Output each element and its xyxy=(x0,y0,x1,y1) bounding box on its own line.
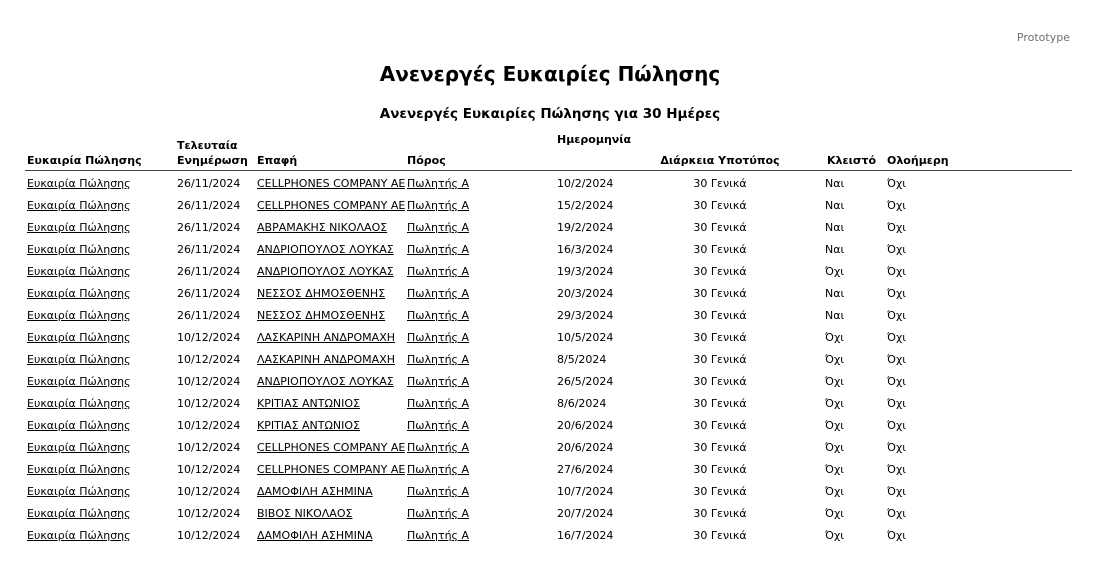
cell-last-update: 26/11/2024 xyxy=(177,265,241,278)
cell-date: 26/5/2024 xyxy=(557,375,614,388)
cell-closed: Ναι xyxy=(825,243,845,256)
cell-last-update: 26/11/2024 xyxy=(177,243,241,256)
cell-resource xyxy=(405,283,555,305)
resource-link[interactable]: Πωλητής Α xyxy=(407,353,470,366)
cell-resource xyxy=(405,459,555,481)
opportunity-link[interactable]: Ευκαιρία Πώλησης xyxy=(27,375,131,388)
cell-duration-subtype: 30 Γενικά xyxy=(693,331,747,344)
contact-link[interactable]: ΒΙΒΟΣ ΝΙΚΟΛΑΟΣ xyxy=(257,507,353,520)
resource-link[interactable]: Πωλητής Α xyxy=(407,309,470,322)
column-header-opportunity: Ευκαιρία Πώλησης xyxy=(27,154,142,167)
cell-contact xyxy=(255,349,405,371)
column-header-last-update xyxy=(175,130,255,171)
contact-link[interactable]: CELLPHONES COMPANY AE xyxy=(257,199,405,212)
cell-duration-subtype: 30 Γενικά xyxy=(693,287,747,300)
cell-date: 8/5/2024 xyxy=(557,353,607,366)
cell-contact xyxy=(255,327,405,349)
cell-duration-subtype: 30 Γενικά xyxy=(693,397,747,410)
cell-closed: Όχι xyxy=(825,419,845,432)
table-row xyxy=(25,239,1072,261)
cell-resource xyxy=(405,305,555,327)
cell-contact xyxy=(255,217,405,239)
cell-all-day: Όχι xyxy=(887,177,907,190)
column-header-resource: Πόρος xyxy=(407,154,446,167)
cell-last-update: 26/11/2024 xyxy=(177,199,241,212)
cell-date: 29/3/2024 xyxy=(557,309,614,322)
cell-contact xyxy=(255,195,405,217)
header-row xyxy=(25,130,1072,171)
opportunity-link[interactable]: Ευκαιρία Πώλησης xyxy=(27,419,131,432)
contact-link[interactable]: ΝΕΣΣΟΣ ΔΗΜΟΣΘΕΝΗΣ xyxy=(257,309,386,322)
cell-duration-subtype: 30 Γενικά xyxy=(693,419,747,432)
cell-closed: Ναι xyxy=(825,221,845,234)
opportunity-link[interactable]: Ευκαιρία Πώλησης xyxy=(27,507,131,520)
resource-link[interactable]: Πωλητής Α xyxy=(407,243,470,256)
cell-date: 20/7/2024 xyxy=(557,507,614,520)
contact-link[interactable]: ΑΝΔΡΙΟΠΟΥΛΟΣ ΛΟΥΚΑΣ xyxy=(257,375,394,388)
cell-duration-subtype: 30 Γενικά xyxy=(693,375,747,388)
resource-link[interactable]: Πωλητής Α xyxy=(407,221,470,234)
cell-all-day: Όχι xyxy=(887,441,907,454)
cell-resource xyxy=(405,481,555,503)
cell-contact xyxy=(255,503,405,525)
cell-all-day: Όχι xyxy=(887,485,907,498)
cell-closed: Ναι xyxy=(825,177,845,190)
resource-link[interactable]: Πωλητής Α xyxy=(407,199,470,212)
cell-duration-subtype: 30 Γενικά xyxy=(693,507,747,520)
cell-resource xyxy=(405,371,555,393)
column-header-last-update-line1: Τελευταία xyxy=(177,139,238,152)
cell-opportunity xyxy=(25,371,175,393)
column-header-all-day: Ολοήμερη xyxy=(887,154,949,167)
cell-contact xyxy=(255,305,405,327)
cell-opportunity xyxy=(25,261,175,283)
cell-contact xyxy=(255,481,405,503)
cell-all-day: Όχι xyxy=(887,529,907,542)
cell-last-update: 10/12/2024 xyxy=(177,397,241,410)
opportunity-link[interactable]: Ευκαιρία Πώλησης xyxy=(27,529,131,542)
cell-contact xyxy=(255,437,405,459)
opportunity-link[interactable]: Ευκαιρία Πώλησης xyxy=(27,485,131,498)
report-subtitle: Ανενεργές Ευκαιρίες Πώλησης για 30 Ημέρες xyxy=(379,106,721,122)
cell-opportunity xyxy=(25,503,175,525)
opportunity-link[interactable]: Ευκαιρία Πώλησης xyxy=(27,287,131,300)
resource-link[interactable]: Πωλητής Α xyxy=(407,265,470,278)
cell-date: 10/5/2024 xyxy=(557,331,614,344)
cell-duration-subtype: 30 Γενικά xyxy=(693,265,747,278)
opportunity-link[interactable]: Ευκαιρία Πώλησης xyxy=(27,353,131,366)
resource-link[interactable]: Πωλητής Α xyxy=(407,397,470,410)
resource-link[interactable]: Πωλητής Α xyxy=(407,441,470,454)
cell-date: 16/3/2024 xyxy=(557,243,614,256)
cell-opportunity xyxy=(25,437,175,459)
column-header-closed: Κλειστό xyxy=(827,154,877,167)
cell-contact xyxy=(255,239,405,261)
resource-link[interactable]: Πωλητής Α xyxy=(407,463,470,476)
cell-date: 20/6/2024 xyxy=(557,419,614,432)
cell-all-day: Όχι xyxy=(887,353,907,366)
cell-duration-subtype: 30 Γενικά xyxy=(693,221,747,234)
cell-opportunity xyxy=(25,481,175,503)
column-header-last-update-line2: Ενημέρωση xyxy=(177,154,248,167)
cell-closed: Ναι xyxy=(825,199,845,212)
table-row xyxy=(25,305,1072,327)
cell-resource xyxy=(405,437,555,459)
table-row xyxy=(25,283,1072,305)
cell-resource xyxy=(405,217,555,239)
opportunity-link[interactable]: Ευκαιρία Πώλησης xyxy=(27,331,131,344)
cell-closed: Όχι xyxy=(825,485,845,498)
cell-last-update: 10/12/2024 xyxy=(177,507,241,520)
cell-resource xyxy=(405,415,555,437)
cell-last-update: 26/11/2024 xyxy=(177,287,241,300)
opportunity-link[interactable]: Ευκαιρία Πώλησης xyxy=(27,463,131,476)
opportunity-link[interactable]: Ευκαιρία Πώλησης xyxy=(27,309,131,322)
resource-link[interactable]: Πωλητής Α xyxy=(407,331,470,344)
cell-duration-subtype: 30 Γενικά xyxy=(693,177,747,190)
cell-duration-subtype: 30 Γενικά xyxy=(693,441,747,454)
cell-date: 15/2/2024 xyxy=(557,199,614,212)
table-row xyxy=(25,459,1072,481)
cell-resource xyxy=(405,525,555,547)
cell-date: 20/6/2024 xyxy=(557,441,614,454)
cell-date: 16/7/2024 xyxy=(557,529,614,542)
contact-link[interactable]: ΑΝΔΡΙΟΠΟΥΛΟΣ ΛΟΥΚΑΣ xyxy=(257,265,394,278)
cell-opportunity xyxy=(25,239,175,261)
cell-date: 19/2/2024 xyxy=(557,221,614,234)
cell-opportunity xyxy=(25,171,175,196)
resource-link[interactable]: Πωλητής Α xyxy=(407,507,470,520)
opportunity-link[interactable]: Ευκαιρία Πώλησης xyxy=(27,177,131,190)
cell-last-update: 10/12/2024 xyxy=(177,529,241,542)
cell-duration-subtype: 30 Γενικά xyxy=(693,199,747,212)
table-header xyxy=(25,130,1072,171)
cell-last-update: 10/12/2024 xyxy=(177,485,241,498)
cell-contact xyxy=(255,261,405,283)
cell-duration-subtype: 30 Γενικά xyxy=(693,309,747,322)
cell-opportunity xyxy=(25,305,175,327)
contact-link[interactable]: CELLPHONES COMPANY AE xyxy=(257,177,405,190)
cell-date: 19/3/2024 xyxy=(557,265,614,278)
resource-link[interactable]: Πωλητής Α xyxy=(407,287,470,300)
table-row xyxy=(25,525,1072,547)
cell-all-day: Όχι xyxy=(887,419,907,432)
cell-closed: Ναι xyxy=(825,309,845,322)
table-row xyxy=(25,195,1072,217)
contact-link[interactable]: ΝΕΣΣΟΣ ΔΗΜΟΣΘΕΝΗΣ xyxy=(257,287,386,300)
opportunity-link[interactable]: Ευκαιρία Πώλησης xyxy=(27,243,131,256)
resource-link[interactable]: Πωλητής Α xyxy=(407,177,470,190)
opportunity-link[interactable]: Ευκαιρία Πώλησης xyxy=(27,199,131,212)
cell-contact xyxy=(255,525,405,547)
cell-opportunity xyxy=(25,393,175,415)
cell-duration-subtype: 30 Γενικά xyxy=(693,485,747,498)
cell-all-day: Όχι xyxy=(887,199,907,212)
resource-link[interactable]: Πωλητής Α xyxy=(407,375,470,388)
cell-closed: Όχι xyxy=(825,441,845,454)
cell-resource xyxy=(405,261,555,283)
cell-resource xyxy=(405,327,555,349)
table-row xyxy=(25,217,1072,239)
table-row xyxy=(25,437,1072,459)
cell-duration-subtype: 30 Γενικά xyxy=(693,529,747,542)
cell-last-update: 10/12/2024 xyxy=(177,441,241,454)
cell-resource xyxy=(405,171,555,196)
contact-link[interactable]: ΔΑΜΟΦΙΛΗ ΑΣΗΜΙΝΑ xyxy=(257,485,373,498)
cell-closed: Όχι xyxy=(825,463,845,476)
cell-contact xyxy=(255,371,405,393)
cell-all-day: Όχι xyxy=(887,397,907,410)
cell-closed: Ναι xyxy=(825,287,845,300)
cell-last-update: 26/11/2024 xyxy=(177,309,241,322)
cell-date: 10/2/2024 xyxy=(557,177,614,190)
resource-link[interactable]: Πωλητής Α xyxy=(407,419,470,432)
column-header-duration-subtype: Διάρκεια Υποτύπος xyxy=(660,154,780,167)
contact-link[interactable]: ΑΒΡΑΜΑΚΗΣ ΝΙΚΟΛΑΟΣ xyxy=(257,221,388,234)
cell-all-day: Όχι xyxy=(887,463,907,476)
cell-all-day: Όχι xyxy=(887,243,907,256)
prototype-badge: Prototype xyxy=(1016,31,1070,44)
cell-resource xyxy=(405,503,555,525)
cell-contact xyxy=(255,459,405,481)
column-header-date: Ημερομηνία xyxy=(557,133,632,146)
table-body xyxy=(25,171,1072,548)
contact-link[interactable]: ΚΡΙΤΙΑΣ ΑΝΤΩΝΙΟΣ xyxy=(257,419,360,432)
contact-link[interactable]: CELLPHONES COMPANY AE xyxy=(257,463,405,476)
cell-opportunity xyxy=(25,459,175,481)
cell-last-update: 26/11/2024 xyxy=(177,177,241,190)
table-row xyxy=(25,503,1072,525)
cell-resource xyxy=(405,239,555,261)
cell-closed: Όχι xyxy=(825,529,845,542)
contact-link[interactable]: ΔΑΜΟΦΙΛΗ ΑΣΗΜΙΝΑ xyxy=(257,529,373,542)
cell-last-update: 10/12/2024 xyxy=(177,375,241,388)
cell-duration-subtype: 30 Γενικά xyxy=(693,353,747,366)
cell-closed: Όχι xyxy=(825,331,845,344)
cell-last-update: 10/12/2024 xyxy=(177,419,241,432)
cell-opportunity xyxy=(25,283,175,305)
cell-opportunity xyxy=(25,217,175,239)
cell-last-update: 26/11/2024 xyxy=(177,221,241,234)
cell-all-day: Όχι xyxy=(887,507,907,520)
resource-link[interactable]: Πωλητής Α xyxy=(407,485,470,498)
contact-link[interactable]: ΚΡΙΤΙΑΣ ΑΝΤΩΝΙΟΣ xyxy=(257,397,360,410)
cell-closed: Όχι xyxy=(825,353,845,366)
cell-closed: Όχι xyxy=(825,375,845,388)
cell-last-update: 10/12/2024 xyxy=(177,463,241,476)
table-row xyxy=(25,371,1072,393)
cell-resource xyxy=(405,393,555,415)
cell-all-day: Όχι xyxy=(887,287,907,300)
cell-duration-subtype: 30 Γενικά xyxy=(693,463,747,476)
cell-date: 27/6/2024 xyxy=(557,463,614,476)
report-title: Ανενεργές Ευκαιρίες Πώλησης xyxy=(379,62,721,86)
cell-all-day: Όχι xyxy=(887,375,907,388)
column-header-contact: Επαφή xyxy=(257,154,298,167)
table-row xyxy=(25,327,1072,349)
table-row xyxy=(25,393,1072,415)
opportunity-link[interactable]: Ευκαιρία Πώλησης xyxy=(27,221,131,234)
cell-closed: Όχι xyxy=(825,507,845,520)
resource-link[interactable]: Πωλητής Α xyxy=(407,529,470,542)
cell-last-update: 10/12/2024 xyxy=(177,353,241,366)
cell-opportunity xyxy=(25,349,175,371)
cell-all-day: Όχι xyxy=(887,309,907,322)
opportunity-link[interactable]: Ευκαιρία Πώλησης xyxy=(27,441,131,454)
cell-contact xyxy=(255,283,405,305)
cell-contact xyxy=(255,393,405,415)
table-row xyxy=(25,481,1072,503)
cell-resource xyxy=(405,349,555,371)
inactive-opportunities-table xyxy=(25,130,1072,547)
cell-date: 10/7/2024 xyxy=(557,485,614,498)
cell-contact xyxy=(255,171,405,196)
cell-date: 20/3/2024 xyxy=(557,287,614,300)
cell-last-update: 10/12/2024 xyxy=(177,331,241,344)
cell-contact xyxy=(255,415,405,437)
cell-opportunity xyxy=(25,415,175,437)
cell-all-day: Όχι xyxy=(887,331,907,344)
table-row xyxy=(25,171,1072,196)
opportunity-link[interactable]: Ευκαιρία Πώλησης xyxy=(27,265,131,278)
cell-closed: Όχι xyxy=(825,265,845,278)
contact-link[interactable]: ΛΑΣΚΑΡΙΝΗ ΑΝΔΡΟΜΑΧΗ xyxy=(257,353,396,366)
cell-all-day: Όχι xyxy=(887,265,907,278)
table-row xyxy=(25,415,1072,437)
table-row xyxy=(25,261,1072,283)
cell-opportunity xyxy=(25,327,175,349)
cell-resource xyxy=(405,195,555,217)
contact-link[interactable]: CELLPHONES COMPANY AE xyxy=(257,441,405,454)
contact-link[interactable]: ΑΝΔΡΙΟΠΟΥΛΟΣ ΛΟΥΚΑΣ xyxy=(257,243,394,256)
cell-opportunity xyxy=(25,525,175,547)
contact-link[interactable]: ΛΑΣΚΑΡΙΝΗ ΑΝΔΡΟΜΑΧΗ xyxy=(257,331,396,344)
cell-opportunity xyxy=(25,195,175,217)
table-row xyxy=(25,349,1072,371)
opportunity-link[interactable]: Ευκαιρία Πώλησης xyxy=(27,397,131,410)
cell-closed: Όχι xyxy=(825,397,845,410)
cell-duration-subtype: 30 Γενικά xyxy=(693,243,747,256)
cell-all-day: Όχι xyxy=(887,221,907,234)
cell-date: 8/6/2024 xyxy=(557,397,607,410)
